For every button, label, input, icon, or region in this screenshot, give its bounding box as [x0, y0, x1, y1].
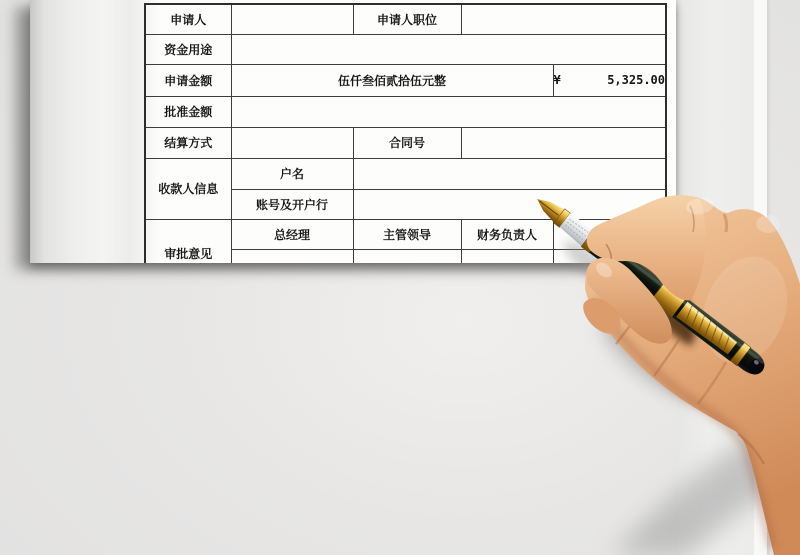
cell-fund-purpose-value [231, 34, 666, 64]
cell-applicant-label: 申请人 [145, 4, 231, 34]
cell-applicant-position-label: 申请人职位 [353, 4, 461, 34]
cell-finance-signature [461, 249, 553, 263]
cell-applicant-value [231, 4, 353, 34]
middle-fingertip [583, 298, 620, 334]
cell-finance-head-label: 财务负责人 [461, 219, 553, 249]
cell-amount-in-words: 伍仟叁佰贰拾伍元整 [231, 64, 553, 96]
cell-settlement-method-label: 结算方式 [145, 127, 231, 158]
cell-payee-info-label: 收款人信息 [145, 158, 231, 219]
payment-form-paper [30, 0, 676, 263]
cell-contract-no-value [461, 127, 666, 158]
cell-amount-numeric [553, 64, 666, 96]
cell-contract-no-label: 合同号 [353, 127, 461, 158]
cell-approval-opinion-label: 审批意见 [145, 219, 231, 263]
cell-fund-purpose-label: 资金用途 [145, 34, 231, 64]
cell-supervisor-label: 主管领导 [353, 219, 461, 249]
cell-settlement-method-value [231, 127, 353, 158]
cell-account-bank-value [353, 189, 666, 219]
currency-symbol: ¥ [553, 73, 561, 87]
cell-approved-amount-label: 批准金额 [145, 96, 231, 127]
cell-extra-signature [553, 249, 666, 263]
thumb [586, 258, 672, 344]
cell-approved-amount-value [231, 96, 666, 127]
under-sheet [678, 0, 754, 555]
payment-form-table [144, 3, 667, 263]
cell-account-name-label: 户名 [231, 158, 353, 189]
paper-left-curl [30, 0, 162, 263]
amount-value: 5,325.00 [607, 73, 665, 87]
cell-supervisor-signature [353, 249, 461, 263]
cell-account-bank-label: 账号及开户行 [231, 189, 353, 219]
under-sheet-edge [754, 0, 767, 555]
cell-approval-extra [553, 219, 666, 249]
cell-applicant-position-value [461, 4, 666, 34]
cell-general-manager-label: 总经理 [231, 219, 353, 249]
cell-gm-signature [231, 249, 353, 263]
cell-request-amount-label: 申请金额 [145, 64, 231, 96]
cell-account-name-value [353, 158, 666, 189]
